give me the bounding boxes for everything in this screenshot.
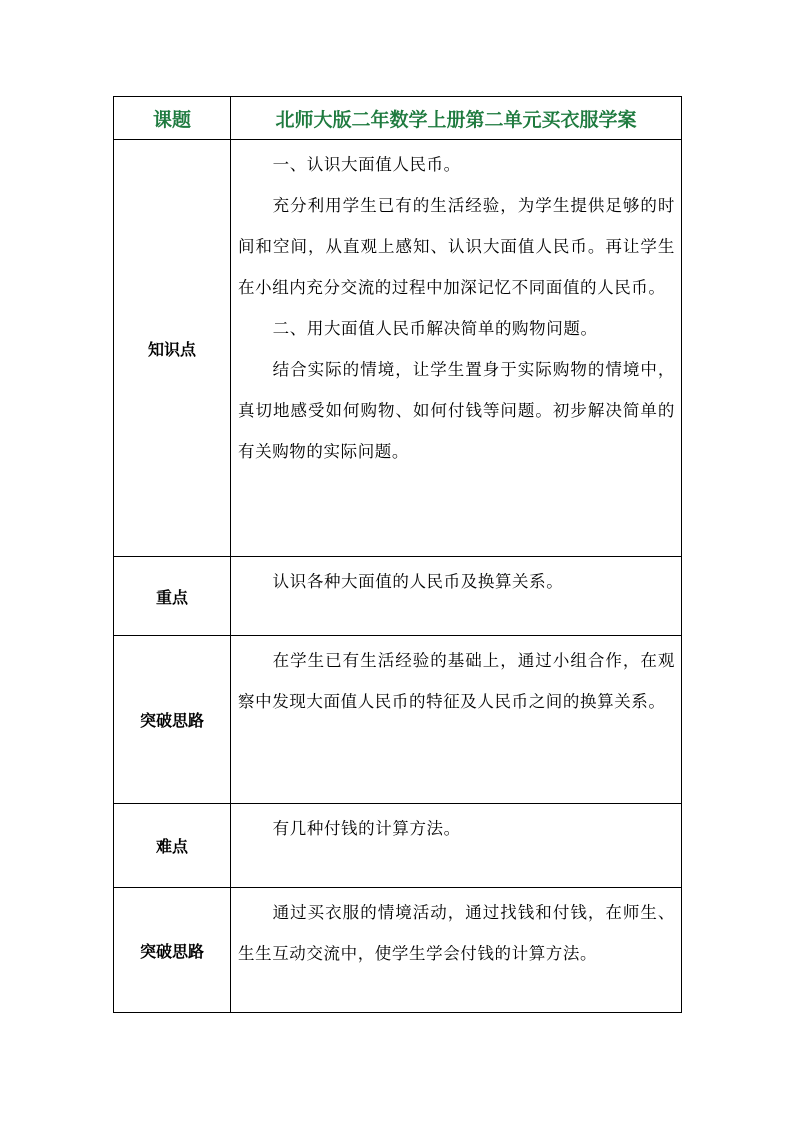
approach-content-1 bbox=[231, 636, 682, 804]
knowledge-row bbox=[114, 140, 682, 557]
difficulty-text: 有几种付钱的计算方法。 bbox=[272, 819, 461, 838]
lesson-title: 北师大版二年数学上册第二单元买衣服学案 bbox=[231, 97, 682, 140]
knowledge-paragraph: 二、用大面值人民币解决简单的购物问题。 bbox=[272, 319, 598, 338]
approach-text-2: 通过买衣服的情境活动，通过找钱和付钱，在师生、生生互动交流中，使学生学会付钱的计算方法。 bbox=[238, 903, 675, 963]
approach-content-2 bbox=[231, 888, 682, 1013]
difficulty-row bbox=[114, 804, 682, 888]
key-point-label: 重点 bbox=[114, 557, 231, 636]
approach-row-1 bbox=[114, 636, 682, 804]
difficulty-content bbox=[231, 804, 682, 888]
approach-text-1: 在学生已有生活经验的基础上，通过小组合作，在观察中发现大面值人民币的特征及人民币之间的换算关系。 bbox=[238, 651, 675, 711]
knowledge-paragraph: 一、认识大面值人民币。 bbox=[272, 155, 461, 174]
knowledge-content bbox=[231, 140, 682, 557]
knowledge-paragraph: 结合实际的情境，让学生置身于实际购物的情境中，真切地感受如何购物、如何付钱等问题。初步解决简单的有关购物的实际问题。 bbox=[238, 360, 675, 461]
key-point-content bbox=[231, 557, 682, 636]
key-point-row bbox=[114, 557, 682, 636]
difficulty-label: 难点 bbox=[114, 804, 231, 888]
approach-label-1: 突破思路 bbox=[114, 636, 231, 804]
knowledge-paragraph: 充分利用学生已有的生活经验，为学生提供足够的时间和空间，从直观上感知、认识大面值人民币。再让学生在小组内充分交流的过程中加深记忆不同面值的人民币。 bbox=[238, 196, 675, 297]
knowledge-label: 知识点 bbox=[114, 140, 231, 557]
lesson-plan-table bbox=[113, 96, 682, 1013]
header-row bbox=[114, 97, 682, 140]
key-point-text: 认识各种大面值的人民币及换算关系。 bbox=[272, 572, 564, 591]
approach-label-2: 突破思路 bbox=[114, 888, 231, 1013]
approach-row-2 bbox=[114, 888, 682, 1013]
header-label: 课题 bbox=[114, 97, 231, 140]
